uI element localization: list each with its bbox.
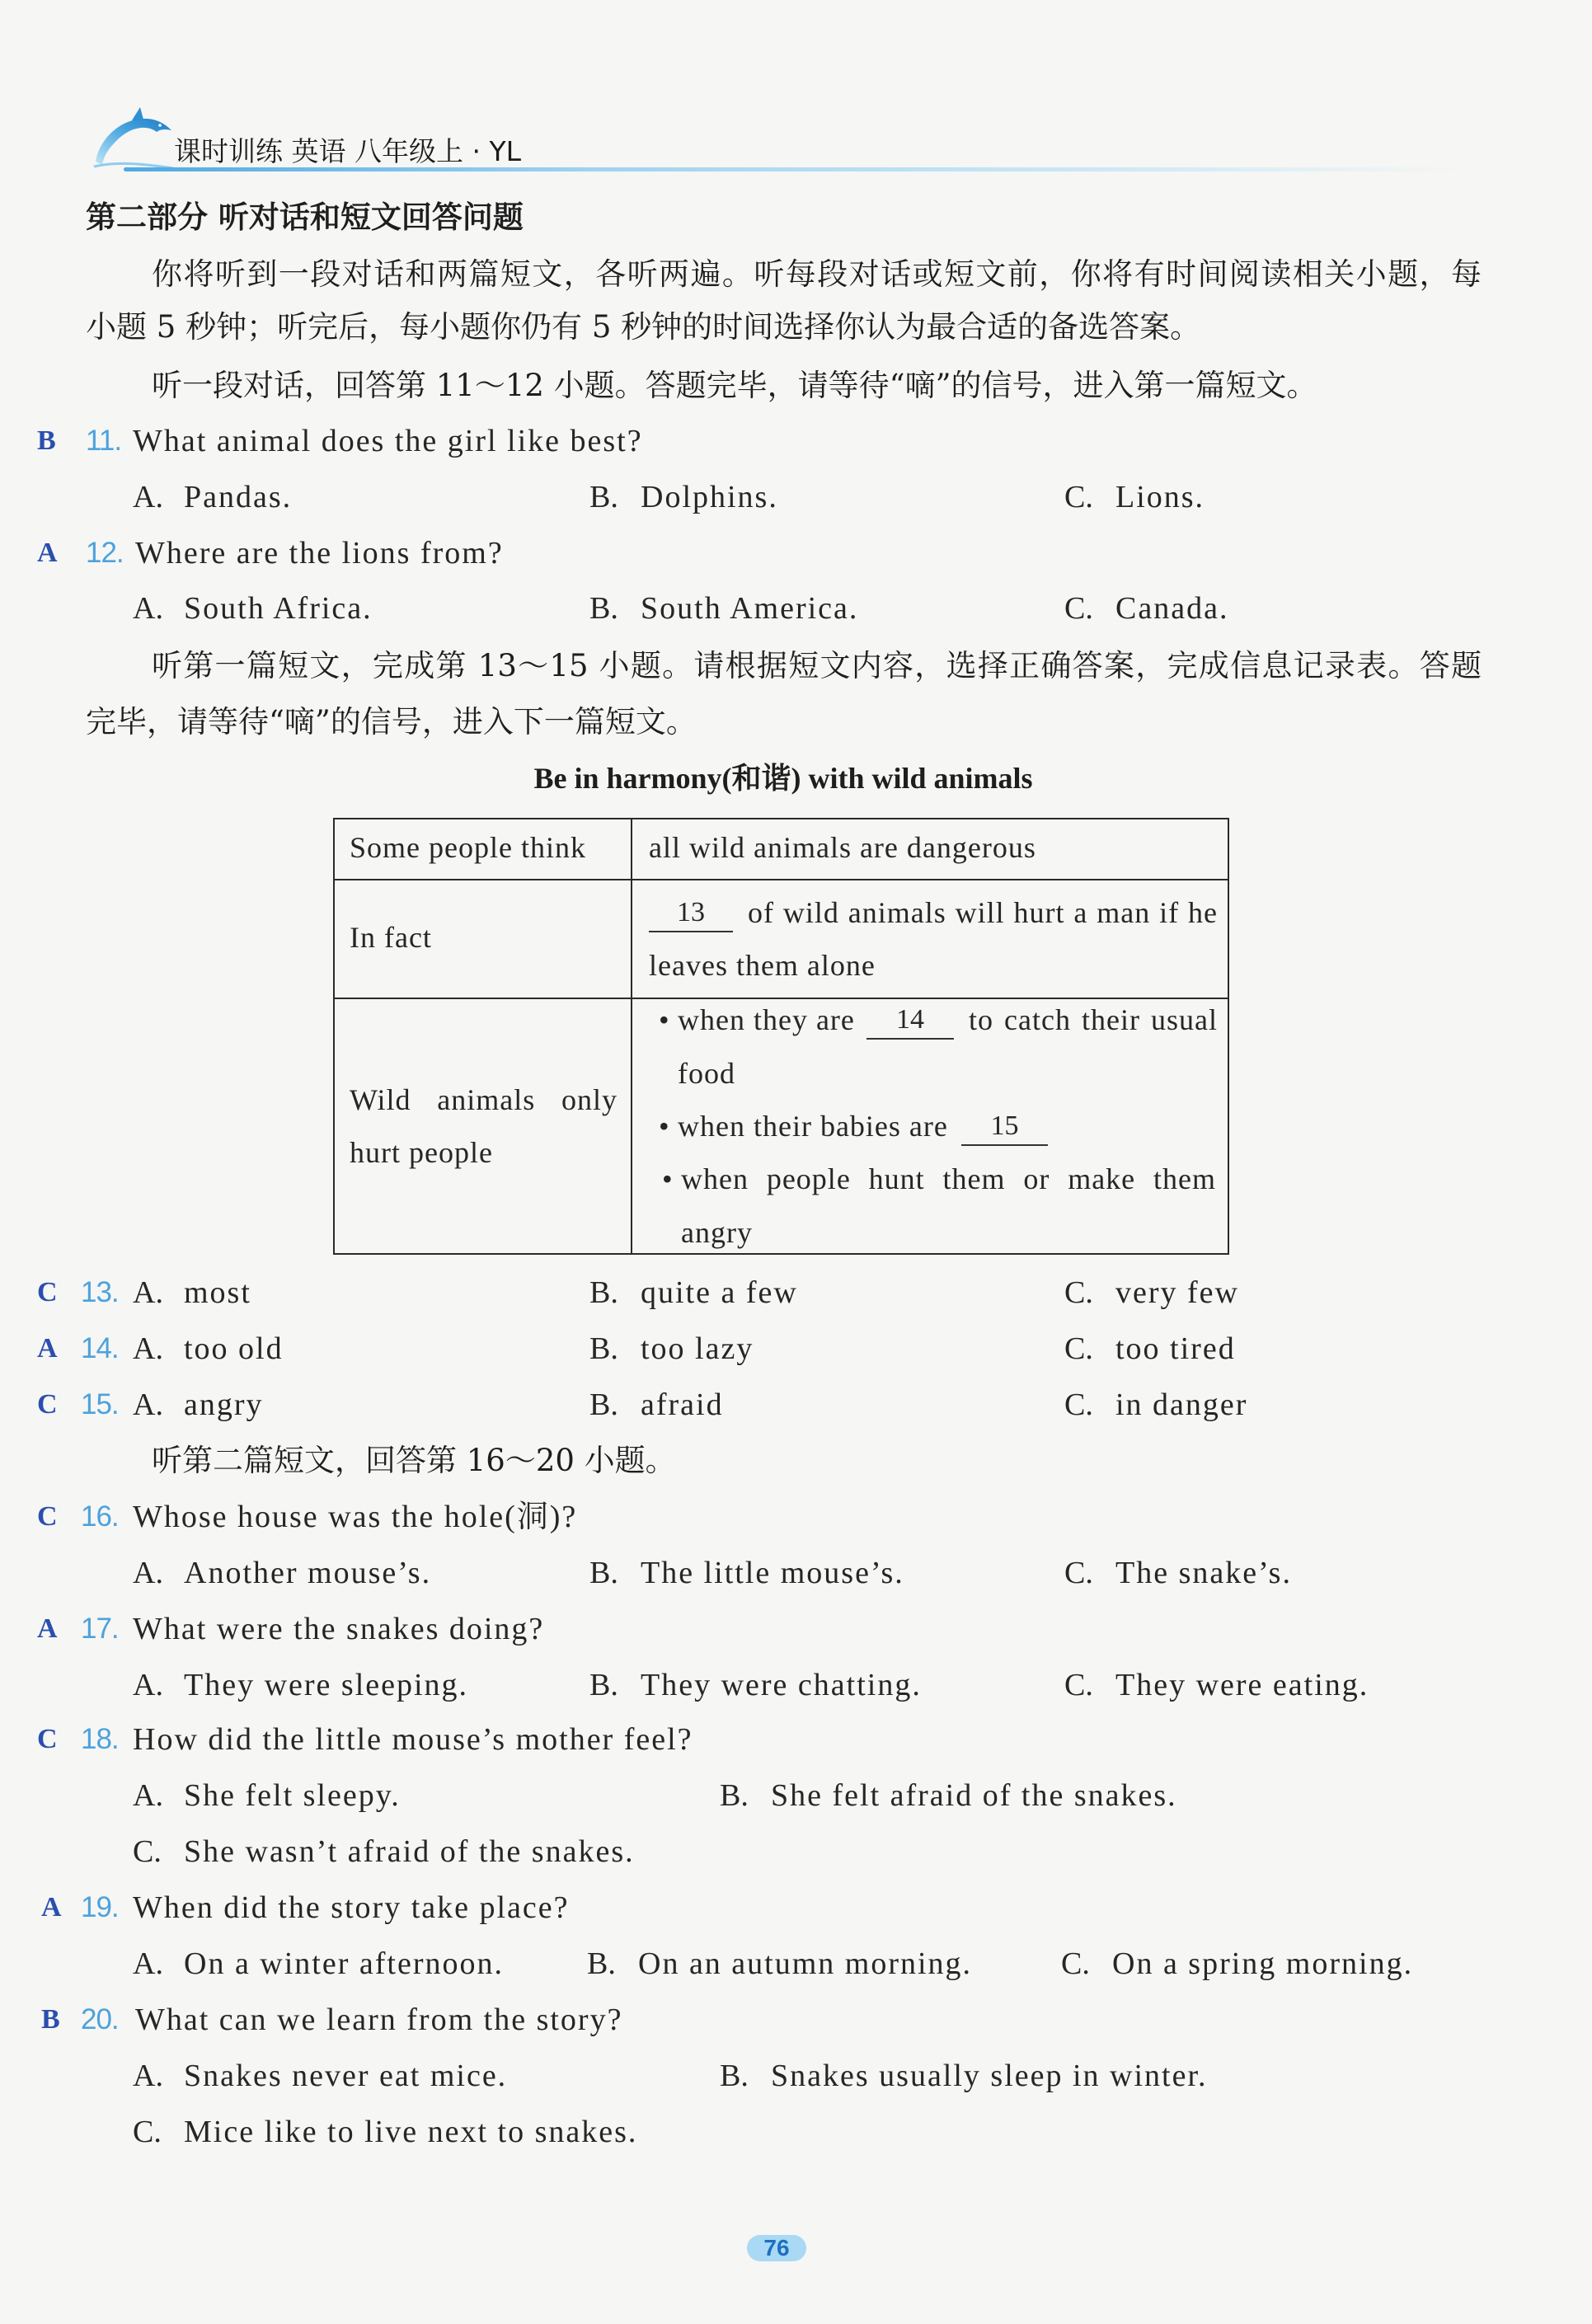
question-number: 17. — [81, 1613, 119, 1645]
answer-mark: A — [37, 1333, 58, 1364]
option-c — [1064, 1387, 1247, 1423]
option-c — [1064, 479, 1205, 515]
option-label: B. — [589, 591, 618, 626]
option-label: B. — [589, 1556, 618, 1590]
option-a — [133, 590, 373, 627]
option-text: Snakes usually sleep in winter. — [771, 2059, 1208, 2093]
option-c — [1064, 1331, 1236, 1367]
blank-13: 13 — [649, 894, 733, 932]
question-number: 11. — [86, 425, 122, 457]
question-number: 18. — [81, 1723, 119, 1755]
table-cell-label: hurt people — [350, 1136, 493, 1169]
option-text: very few — [1115, 1275, 1239, 1310]
option-b — [587, 1946, 972, 1982]
question-stem: Whose house was the hole(洞)? — [133, 1500, 578, 1534]
bullet-text: angry — [681, 1216, 753, 1249]
option-text: Another mouse’s. — [184, 1556, 432, 1590]
answer-mark: C — [37, 1724, 58, 1754]
bullet-icon: • — [662, 1162, 674, 1195]
option-a — [133, 1946, 504, 1982]
bullet-text: when people hunt them or make them — [681, 1162, 1216, 1195]
option-a — [133, 479, 292, 515]
option-c — [1064, 590, 1228, 627]
answer-mark: A — [37, 538, 58, 568]
option-text: afraid — [641, 1387, 724, 1422]
option-label: A. — [133, 1387, 163, 1422]
option-text: Canada. — [1115, 591, 1229, 626]
question-stem: What can we learn from the story? — [135, 2002, 623, 2037]
header-rule — [124, 167, 1459, 171]
option-label: B. — [589, 1387, 618, 1422]
option-label: A. — [133, 1275, 163, 1310]
option-text: angry — [184, 1387, 264, 1422]
option-c — [133, 1833, 635, 1870]
option-text: South Africa. — [184, 591, 373, 626]
option-label: B. — [589, 480, 618, 514]
option-label: C. — [133, 2115, 162, 2149]
option-c — [133, 2114, 637, 2150]
option-text: Lions. — [1115, 480, 1205, 514]
dialogue-instruction: 听一段对话，回答第 11～12 小题。答题完毕，请等待“嘀”的信号，进入第一篇短文。 — [152, 368, 1317, 403]
blank-15: 15 — [961, 1108, 1048, 1146]
option-b — [589, 1275, 798, 1311]
intro-line-1: 你将听到一段对话和两篇短文，各听两遍。听每段对话或短文前，你将有时间阅读相关小题，每 — [152, 256, 1482, 292]
option-text: On an autumn morning. — [638, 1946, 973, 1981]
bullet-text: when their babies are — [678, 1110, 948, 1143]
option-b — [589, 1387, 724, 1423]
answer-mark: C — [37, 1501, 58, 1532]
option-label: A. — [133, 1946, 163, 1981]
option-label: B. — [589, 1275, 618, 1310]
bullet-icon: • — [659, 1003, 670, 1036]
option-text: Snakes never eat mice. — [184, 2059, 508, 2093]
answer-mark: B — [37, 425, 56, 456]
option-a — [133, 1275, 251, 1311]
option-a — [133, 1777, 401, 1814]
question-stem: When did the story take place? — [133, 1890, 570, 1925]
table-cell-value: all wild animals are dangerous — [649, 831, 1036, 864]
option-text: She wasn’t afraid of the snakes. — [184, 1834, 635, 1869]
option-label: A. — [133, 1556, 163, 1590]
table-cell-value: leaves them alone — [649, 949, 876, 982]
option-c — [1064, 1275, 1239, 1311]
option-a — [133, 1331, 284, 1367]
question-number: 12. — [86, 537, 124, 569]
option-text: in danger — [1115, 1387, 1248, 1422]
option-label: B. — [589, 1331, 618, 1366]
option-b — [589, 1667, 922, 1703]
page-number: 76 — [747, 2235, 806, 2261]
option-a — [133, 2058, 507, 2094]
question-number: 20. — [81, 2003, 119, 2035]
option-label: C. — [1061, 1946, 1090, 1981]
option-label: C. — [1064, 1275, 1093, 1310]
table-row-divider — [335, 879, 1228, 880]
option-b — [589, 1331, 754, 1367]
option-label: A. — [133, 480, 163, 514]
option-label: B. — [720, 1778, 749, 1813]
question-stem: How did the little mouse’s mother feel? — [133, 1722, 693, 1757]
answer-mark: B — [41, 2004, 60, 2035]
option-text: They were chatting. — [641, 1668, 922, 1702]
question-number: 16. — [81, 1500, 119, 1533]
answer-mark: A — [41, 1892, 62, 1923]
option-text: too old — [184, 1331, 284, 1366]
option-text: quite a few — [641, 1275, 798, 1310]
bullet-text: when they are — [678, 1003, 855, 1036]
dolphin-icon — [91, 104, 176, 170]
bullet-text: to catch their usual — [969, 1003, 1218, 1036]
table-cell-value: of wild animals will hurt a man if he — [748, 896, 1218, 929]
option-label: C. — [1064, 1387, 1093, 1422]
table-title: Be in harmony(和谐) with wild animals — [533, 762, 1033, 795]
option-text: On a spring morning. — [1112, 1946, 1414, 1981]
bullet-icon: • — [659, 1110, 670, 1143]
option-label: A. — [133, 1668, 163, 1702]
option-b — [720, 2058, 1208, 2094]
option-label: B. — [720, 2059, 749, 2093]
question-number: 19. — [81, 1891, 119, 1923]
option-b — [589, 590, 858, 627]
answer-mark: A — [37, 1613, 58, 1644]
option-label: C. — [1064, 1556, 1093, 1590]
section-title: 第二部分 听对话和短文回答问题 — [86, 199, 524, 235]
option-text: They were sleeping. — [184, 1668, 469, 1702]
table-column-divider — [631, 819, 632, 1253]
option-c — [1064, 1667, 1369, 1703]
blank-14: 14 — [866, 1002, 954, 1040]
option-text: Pandas. — [184, 480, 293, 514]
header-title: 课时训练 英语 八年级上 · YL — [174, 135, 521, 167]
option-c — [1064, 1555, 1292, 1591]
option-b — [589, 479, 778, 515]
option-label: A. — [133, 2059, 163, 2093]
option-label: C. — [1064, 1331, 1093, 1366]
option-text: The snake’s. — [1115, 1556, 1292, 1590]
info-table — [333, 818, 1229, 1255]
table-cell-label: Some people think — [350, 831, 586, 864]
option-text: Dolphins. — [641, 480, 778, 514]
option-label: A. — [133, 1331, 163, 1366]
option-label: C. — [1064, 480, 1093, 514]
option-label: B. — [587, 1946, 616, 1981]
passage1-instruction-line-1: 听第一篇短文，完成第 13～15 小题。请根据短文内容，选择正确答案，完成信息记录表。答题 — [152, 648, 1482, 683]
question-stem: What animal does the girl like best? — [133, 424, 643, 458]
option-text: too lazy — [641, 1331, 754, 1366]
option-label: C. — [133, 1834, 162, 1869]
option-a — [133, 1555, 431, 1591]
intro-line-2: 小题 5 秒钟；听完后，每小题你仍有 5 秒钟的时间选择你认为最合适的备选答案。 — [86, 309, 1201, 345]
passage2-instruction: 听第二篇短文，回答第 16～20 小题。 — [152, 1443, 676, 1478]
answer-mark: C — [37, 1389, 58, 1420]
answer-mark: C — [37, 1277, 58, 1308]
bullet-text: food — [678, 1057, 735, 1090]
question-stem: Where are the lions from? — [135, 536, 504, 570]
option-b — [589, 1555, 904, 1591]
option-a — [133, 1667, 468, 1703]
table-cell-label: Wild animals only — [350, 1083, 618, 1116]
table-row-divider — [335, 998, 1228, 999]
option-label: B. — [589, 1668, 618, 1702]
option-text: South America. — [641, 591, 859, 626]
question-number: 13. — [81, 1276, 119, 1308]
option-label: A. — [133, 1778, 163, 1813]
question-number: 14. — [81, 1332, 119, 1364]
option-text: On a winter afternoon. — [184, 1946, 504, 1981]
question-number: 15. — [81, 1388, 119, 1420]
option-label: C. — [1064, 591, 1093, 626]
passage1-instruction-line-2: 完毕，请等待“嘀”的信号，进入下一篇短文。 — [86, 704, 697, 739]
option-text: She felt sleepy. — [184, 1778, 401, 1813]
option-label: A. — [133, 591, 163, 626]
option-text: too tired — [1115, 1331, 1236, 1366]
question-stem: What were the snakes doing? — [133, 1612, 545, 1646]
option-text: The little mouse’s. — [641, 1556, 904, 1590]
option-c — [1061, 1946, 1413, 1982]
option-a — [133, 1387, 264, 1423]
table-cell-label: In fact — [350, 921, 432, 954]
option-text: Mice like to live next to snakes. — [184, 2115, 638, 2149]
option-b — [720, 1777, 1177, 1814]
option-text: most — [184, 1275, 251, 1310]
option-text: She felt afraid of the snakes. — [771, 1778, 1177, 1813]
option-text: They were eating. — [1115, 1668, 1369, 1702]
option-label: C. — [1064, 1668, 1093, 1702]
